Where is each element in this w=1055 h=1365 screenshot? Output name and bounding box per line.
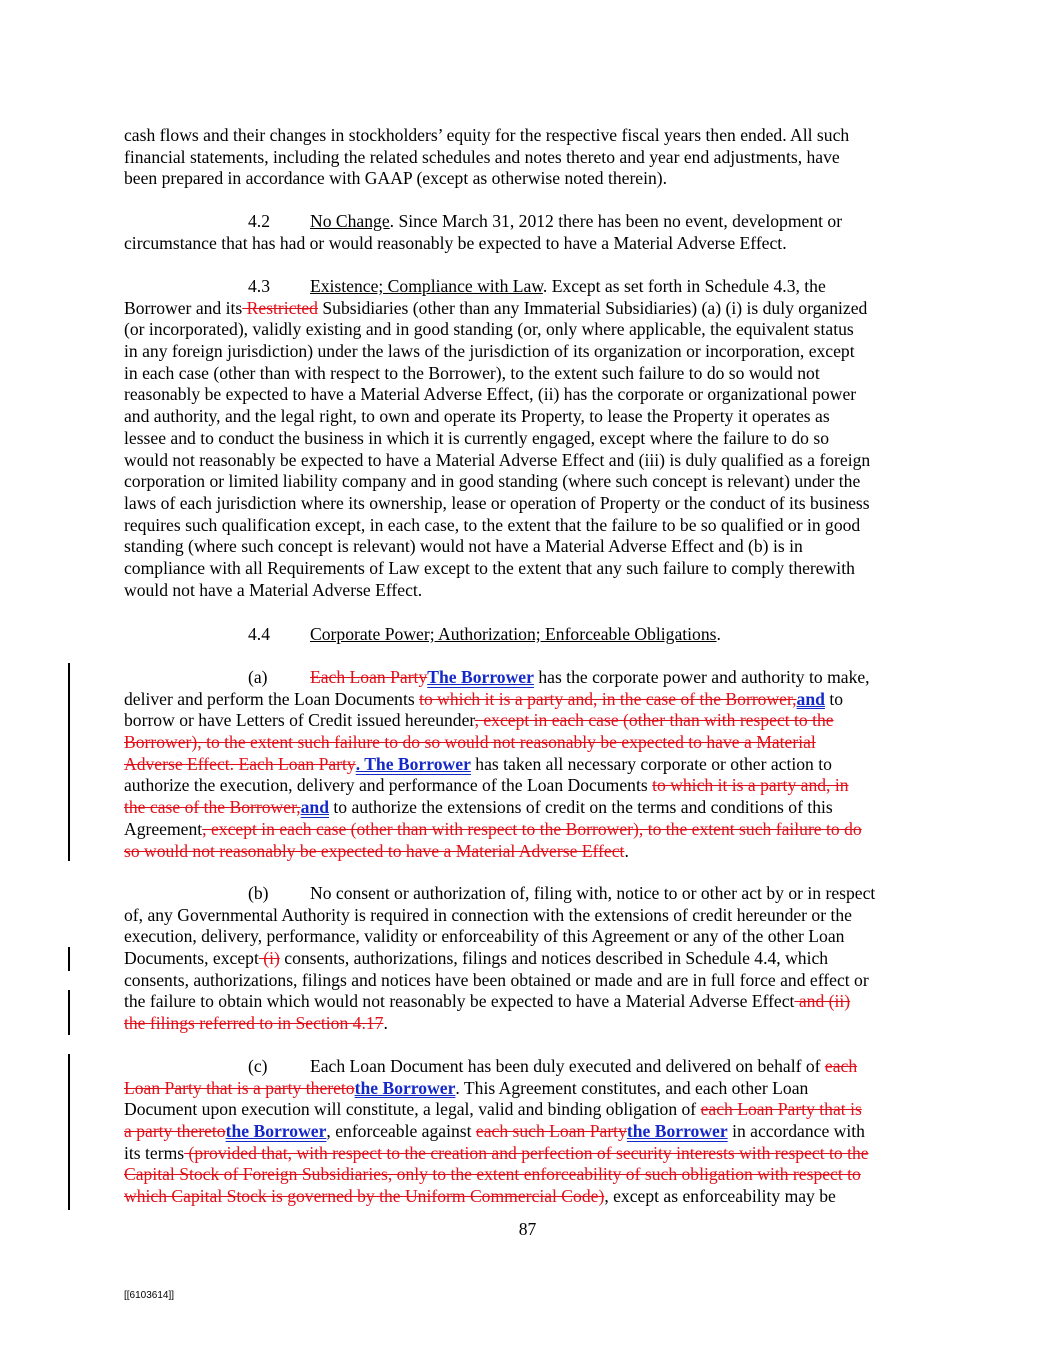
subsection-label: (c)	[248, 1056, 268, 1076]
text-span: consents, authorizations, filings and notices described in Schedule 4.4, which	[279, 948, 829, 969]
text-line: been prepared in accordance with GAAP (except as otherwise noted therein).	[124, 168, 668, 189]
page-number: 87	[518, 1219, 537, 1239]
inserted-text: and	[796, 688, 825, 709]
deleted-text: each such Loan Party	[475, 1121, 627, 1142]
text-span: in accordance with	[727, 1121, 865, 1142]
text-line: of, any Governmental Authority is required in connection with the extensions of credit hereunder or the	[124, 904, 852, 925]
text-line: and authority, and the legal right, to own and operate its Property, to lease the Property it operates as	[124, 406, 830, 427]
deleted-text: to which it is a party and, in the case of the Borrower,	[419, 688, 797, 709]
text-span: to	[824, 688, 844, 709]
deleted-text: Restricted	[242, 297, 318, 318]
inserted-text: and	[300, 797, 329, 818]
change-bar	[68, 1054, 70, 1210]
text-span: .	[624, 840, 629, 861]
deleted-text: Adverse Effect. Each Loan Party	[124, 753, 356, 774]
section-number: 4.2	[248, 211, 270, 231]
section-heading: No Change	[310, 211, 390, 231]
text-line: corporation or limited liability company and in good standing (where such concept is relevant) under the	[124, 471, 861, 492]
deleted-text: , except in each case (other than with respect to the Borrower), to the extent such failure to do	[202, 818, 862, 839]
deleted-text: and (ii)	[794, 991, 851, 1012]
subsection-label: (a)	[248, 667, 268, 687]
deleted-text: which Capital Stock is governed by the Uniform Commercial Code)	[124, 1186, 605, 1207]
text-line: circumstance that has had or would reasonably be expected to have a Material Adverse Effect.	[124, 232, 787, 253]
section-4-3	[124, 276, 936, 601]
text-span: No consent or authorization of, filing with, notice to or other act by or in respect	[310, 883, 876, 903]
text-span: deliver and perform the Loan Documents	[124, 688, 420, 709]
subsection-c	[124, 1056, 936, 1208]
section-number: 4.3	[248, 276, 270, 296]
inserted-text: The Borrower	[427, 667, 534, 687]
deleted-text: each	[824, 1056, 858, 1076]
text-line: in any foreign jurisdiction) under the laws of the jurisdiction of its organization or incorporation, except	[124, 341, 855, 362]
text-span: Each Loan Document has been duly executed and delivered on behalf of	[310, 1056, 825, 1076]
text-span: , enforceable against	[326, 1121, 476, 1142]
text-line: lessee and to conduct the business in which it is currently engaged, except where the failure to do so	[124, 427, 830, 448]
subsection-label: (b)	[248, 883, 269, 903]
inserted-text: the Borrower	[354, 1077, 456, 1098]
text-line: execution, delivery, performance, validity or enforceability of this Agreement or any of the other Loan	[124, 926, 845, 947]
text-span: . This Agreement constitutes, and each other Loan	[455, 1077, 809, 1098]
deleted-text: Loan Party that is a party thereto	[124, 1077, 355, 1098]
text-line: standing (where such concept is relevant) would not have a Material Adverse Effect and (b) is in	[124, 536, 803, 557]
text-span: the failure to obtain which would not reasonably be expected to have a Material Adverse Effect	[124, 991, 795, 1012]
text-span: its terms	[124, 1142, 185, 1163]
text-line: would not reasonably be expected to have a Material Adverse Effect and (iii) is duly qualified as a foreign	[124, 449, 871, 470]
text-span: authorize the execution, delivery and performance of the Loan Documents	[124, 775, 653, 796]
text-line: reasonably be expected to have a Material Adverse Effect, (ii) has the corporate or organizational power	[124, 384, 857, 405]
text-line: cash flows and their changes in stockholders’ equity for the respective fiscal years then ended. All such	[124, 125, 850, 145]
section-heading: Corporate Power; Authorization; Enforceable Obligations	[310, 624, 717, 644]
deleted-text: Capital Stock of Foreign Subsidiaries, only to the extent enforceability of such obligation with respect to	[124, 1164, 861, 1185]
text-span: .	[716, 624, 721, 644]
deleted-text: so would not reasonably be expected to have a Material Adverse Effect	[124, 840, 625, 861]
inserted-text: the Borrower	[225, 1121, 327, 1142]
change-bar	[68, 947, 70, 971]
change-bar	[68, 663, 70, 861]
text-span: borrow or have Letters of Credit issued hereunder	[124, 710, 475, 731]
text-span: Agreement	[124, 818, 203, 839]
text-line: laws of each jurisdiction where its ownership, lease or operation of Property or the conduct of its business	[124, 492, 870, 513]
text-span: . Since March 31, 2012 there has been no event, development or	[389, 211, 843, 231]
deleted-text: , except in each case (other than with respect to the	[474, 710, 834, 731]
section-heading: Existence; Compliance with Law	[310, 276, 543, 296]
deleted-text: (i)	[258, 948, 280, 969]
text-line: compliance with all Requirements of Law except to the extent that any such failure to comply therewith	[124, 557, 855, 578]
section-4-4	[124, 624, 936, 646]
inserted-text: the Borrower	[626, 1121, 728, 1142]
text-span: Subsidiaries (other than any Immaterial Subsidiaries) (a) (i) is duly organized	[317, 297, 868, 318]
text-line: in each case (other than with respect to the Borrower), to the extent such failure to do so would not	[124, 362, 820, 383]
document-id: [[6103614]]	[124, 1290, 175, 1301]
text-span: .	[383, 1013, 388, 1034]
section-number: 4.4	[248, 624, 270, 644]
text-span: to authorize the extensions of credit on the terms and conditions of this	[329, 797, 833, 818]
subsection-b	[124, 883, 936, 1035]
text-span: has taken all necessary corporate or other action to	[470, 753, 832, 774]
deleted-text: each Loan Party that is	[700, 1099, 862, 1120]
inserted-text: . The Borrower	[355, 753, 471, 774]
text-line: would not have a Material Adverse Effect.	[124, 579, 423, 600]
text-span: has the corporate power and authority to make,	[533, 667, 870, 687]
text-span: Borrower and its	[124, 297, 243, 318]
text-span: . Except as set forth in Schedule 4.3, the	[542, 276, 826, 296]
text-line: consents, authorizations, filings and notices have been obtained or made and are in full force and effect or	[124, 969, 869, 990]
section-4-2	[124, 211, 936, 254]
deleted-text: Borrower), to the extent such failure to do so would not reasonably be expected to have a Material	[124, 732, 816, 753]
text-line: financial statements, including the related schedules and notes thereto and year end adjustments, have	[124, 146, 840, 167]
change-bar	[68, 990, 70, 1035]
text-span: Document upon execution will constitute, a legal, valid and binding obligation of	[124, 1099, 701, 1120]
paragraph-financial-statements	[124, 125, 936, 190]
text-line: requires such qualification except, in each case, to the extent that the failure to be so qualified or in good	[124, 514, 861, 535]
subsection-a	[124, 667, 936, 862]
text-line: (or incorporated), validly existing and in good standing (or, only where applicable, the equivalent status	[124, 319, 854, 340]
text-span: , except as enforceability may be	[604, 1186, 836, 1207]
deleted-text: a party thereto	[124, 1121, 226, 1142]
text-span: Documents, except	[124, 948, 259, 969]
deleted-text: Each Loan Party	[310, 667, 428, 687]
deleted-text: the case of the Borrower,	[124, 797, 301, 818]
deleted-text: (provided that, with respect to the creation and perfection of security interests with respect to the	[184, 1142, 869, 1163]
deleted-text: the filings referred to in Section 4.17	[124, 1013, 384, 1034]
deleted-text: to which it is a party and, in	[652, 775, 849, 796]
